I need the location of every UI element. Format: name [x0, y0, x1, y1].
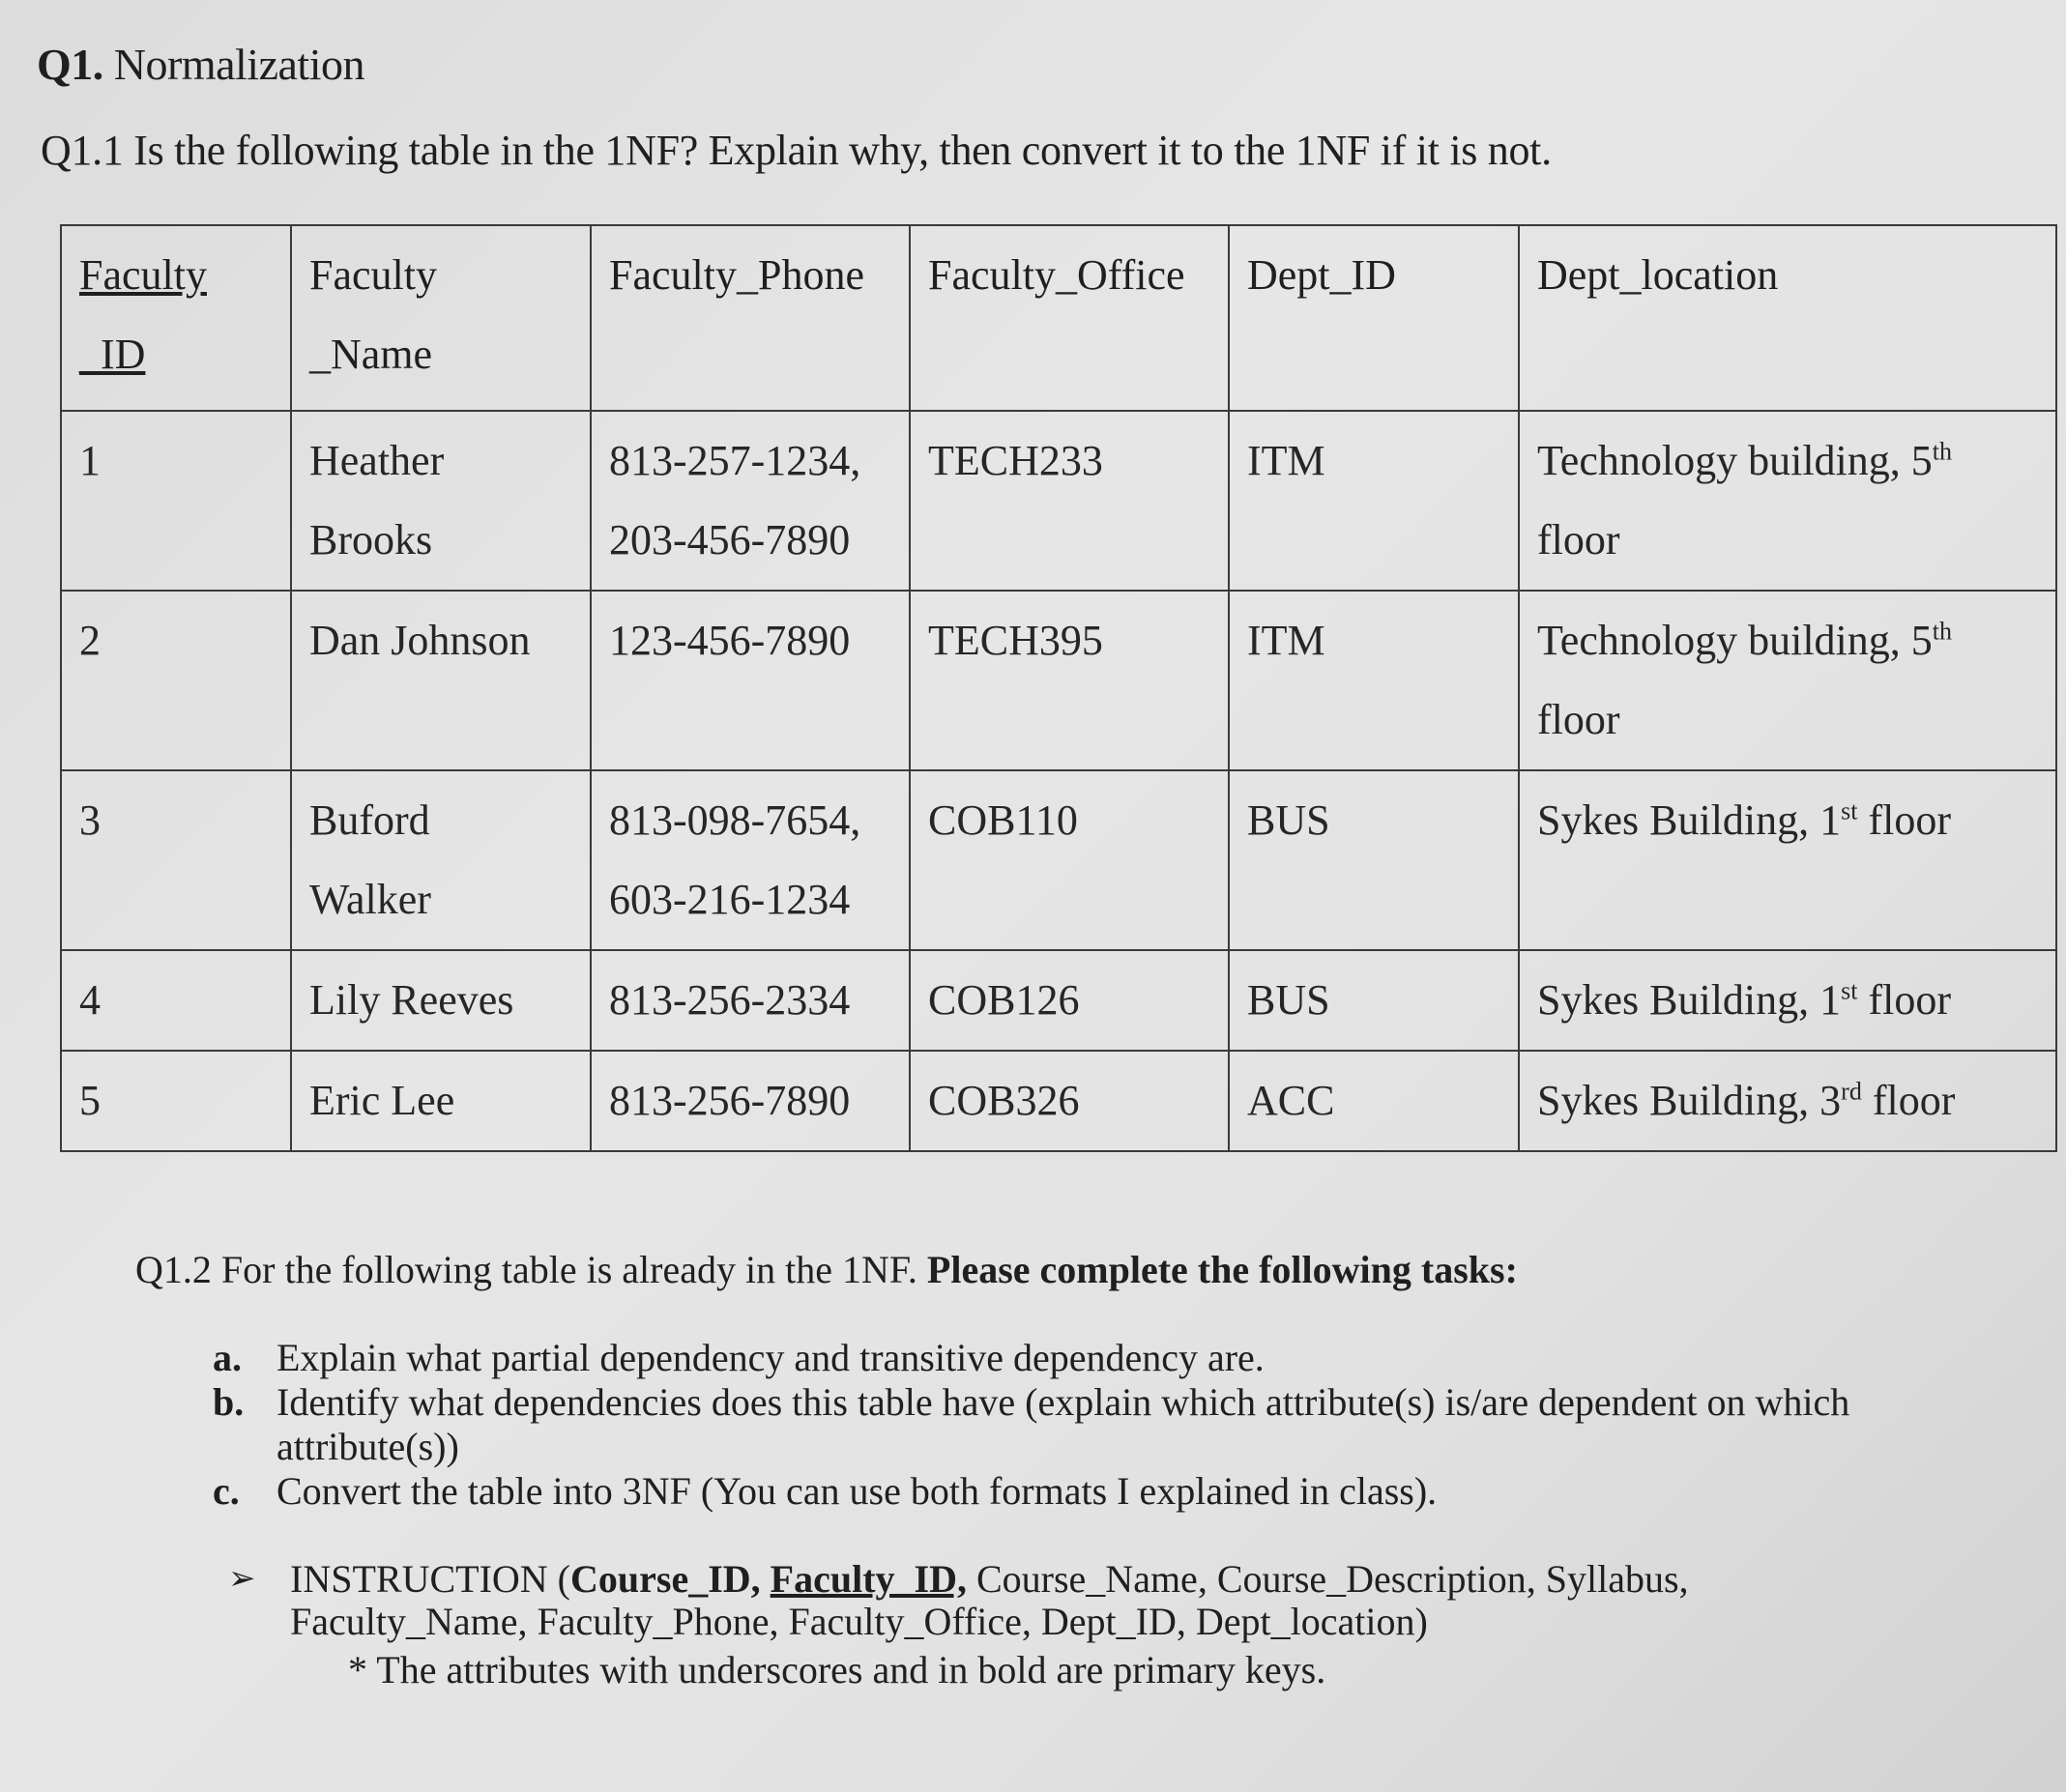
cell-text: 203-456-7890	[609, 516, 851, 564]
ordinal-suffix: rd	[1841, 1077, 1862, 1106]
cell-faculty-office	[910, 1051, 1229, 1151]
location-text: Technology building, 5	[1537, 437, 1933, 484]
cell-faculty-phone	[591, 591, 910, 770]
question-1-title	[37, 39, 364, 90]
cell-text: BUS	[1247, 976, 1330, 1024]
question-1-2-prompt-text: Q1.2 For the following table is already in the 1NF.	[135, 1248, 927, 1291]
cell-text: Brooks	[309, 516, 433, 564]
cell-faculty-office	[910, 950, 1229, 1051]
arrow-bullet-icon: ➢	[228, 1561, 256, 1597]
cell-faculty-name	[291, 591, 591, 770]
task-marker: b.	[213, 1380, 245, 1424]
faculty-table-body	[61, 411, 2056, 1151]
faculty-table	[60, 224, 2057, 1152]
task-text: Identify what dependencies does this table have (explain which attribute(s) is/are dependent on which attribute(s))	[276, 1380, 1850, 1468]
header-faculty-id	[61, 225, 291, 411]
cell-text: 1	[79, 437, 101, 484]
cell-dept-location	[1519, 411, 2056, 591]
cell-faculty-phone	[591, 411, 910, 591]
cell-text: ITM	[1247, 617, 1325, 664]
header-dept-location: Dept_location	[1519, 225, 2056, 411]
cell-dept-id	[1229, 591, 1519, 770]
cell-text: 813-256-2334	[609, 976, 851, 1024]
cell-dept-id	[1229, 950, 1519, 1051]
primary-key-course-id: Course_ID,	[569, 1557, 771, 1601]
task-item	[193, 1469, 1934, 1514]
task-item	[193, 1380, 1934, 1469]
header-faculty-name	[291, 225, 591, 411]
task-text: Explain what partial dependency and transitive dependency are.	[276, 1336, 1265, 1379]
cell-text: 813-256-7890	[609, 1077, 851, 1124]
cell-faculty-id	[61, 1051, 291, 1151]
cell-text: Dan Johnson	[309, 617, 531, 664]
cell-dept-location	[1519, 950, 2056, 1051]
cell-faculty-id	[61, 950, 291, 1051]
question-1-2-prompt-bold: Please complete the following tasks:	[926, 1248, 1518, 1291]
header-dept-id: Dept_ID	[1229, 225, 1519, 411]
location-text: Sykes Building, 1	[1537, 796, 1842, 844]
task-marker: c.	[213, 1469, 240, 1513]
cell-text: Eric Lee	[309, 1077, 455, 1124]
location-tail: floor	[1537, 696, 1620, 743]
cell-text: 123-456-7890	[609, 617, 851, 664]
table-row	[61, 770, 2056, 950]
cell-text	[1537, 601, 2038, 680]
task-text: Convert the table into 3NF (You can use both formats I explained in class).	[276, 1469, 1438, 1513]
cell-faculty-phone	[591, 1051, 910, 1151]
cell-dept-id	[1229, 770, 1519, 950]
cell-text	[1537, 1077, 1862, 1124]
cell-text	[1537, 976, 1858, 1024]
cell-text: BUS	[1247, 796, 1330, 844]
cell-faculty-name	[291, 411, 591, 591]
cell-faculty-phone	[591, 770, 910, 950]
cell-text	[1537, 421, 2038, 501]
cell-faculty-name	[291, 950, 591, 1051]
task-item	[193, 1336, 1934, 1380]
cell-text: TECH395	[928, 617, 1103, 664]
location-tail: floor	[1857, 796, 1952, 844]
ordinal-suffix: th	[1932, 617, 1952, 646]
cell-text: 4	[79, 976, 101, 1024]
cell-text: 813-098-7654,	[609, 796, 861, 844]
location-tail: floor	[1857, 976, 1952, 1024]
cell-text: COB126	[928, 976, 1080, 1024]
question-1-1-prompt: Q1.1 Is the following table in the 1NF? Explain why, then convert it to the 1NF if it is not.	[41, 127, 1552, 174]
instruction-schema	[228, 1557, 1934, 1643]
cell-text: Walker	[309, 876, 431, 923]
cell-faculty-name	[291, 1051, 591, 1151]
table-row	[61, 950, 2056, 1051]
cell-dept-id	[1229, 1051, 1519, 1151]
cell-faculty-office	[910, 411, 1229, 591]
cell-text: 5	[79, 1077, 101, 1124]
ordinal-suffix: th	[1932, 437, 1952, 466]
table-row	[61, 591, 2056, 770]
cell-text: COB326	[928, 1077, 1080, 1124]
cell-text: Buford	[309, 796, 430, 844]
table-row	[61, 1051, 2056, 1151]
table-row	[61, 411, 2056, 591]
cell-text: 813-257-1234,	[609, 437, 861, 484]
question-1-2-prompt	[135, 1247, 1518, 1292]
ordinal-suffix: st	[1841, 796, 1858, 825]
cell-faculty-office	[910, 591, 1229, 770]
instruction-prefix: INSTRUCTION (	[290, 1557, 570, 1601]
cell-text: 3	[79, 796, 101, 844]
cell-text: Heather	[309, 437, 445, 484]
primary-key-note: * The attributes with underscores and in bold are primary keys.	[348, 1648, 1326, 1691]
ordinal-suffix: st	[1841, 976, 1858, 1005]
cell-dept-location	[1519, 1051, 2056, 1151]
cell-faculty-id	[61, 411, 291, 591]
instruction-attributes: Course_Name, Course_Description, Syllabus, Faculty_Name, Faculty_Phone, Faculty_Office, Dept_ID, Dept_location)	[290, 1557, 1689, 1643]
cell-dept-location	[1519, 770, 2056, 950]
cell-dept-location	[1519, 591, 2056, 770]
cell-faculty-id	[61, 591, 291, 770]
question-1-heading: Normalization	[113, 40, 364, 89]
cell-text: TECH233	[928, 437, 1103, 484]
question-1-number: Q1.	[37, 40, 103, 89]
cell-faculty-name	[291, 770, 591, 950]
cell-faculty-phone	[591, 950, 910, 1051]
location-tail: floor	[1861, 1077, 1956, 1124]
table-header-row	[61, 225, 2056, 411]
cell-text: 2	[79, 617, 101, 664]
header-faculty-name-line-2: _Name	[309, 331, 433, 378]
cell-dept-id	[1229, 411, 1519, 591]
header-faculty-office: Faculty_Office	[910, 225, 1229, 411]
cell-text: ACC	[1247, 1077, 1335, 1124]
cell-text: Lily Reeves	[309, 976, 514, 1024]
location-text: Sykes Building, 1	[1537, 976, 1842, 1024]
location-text: Sykes Building, 3	[1537, 1077, 1842, 1124]
cell-text	[1537, 796, 1858, 844]
location-text: Technology building, 5	[1537, 617, 1933, 664]
header-faculty-phone: Faculty_Phone	[591, 225, 910, 411]
header-faculty-name-line-1: Faculty	[309, 251, 437, 299]
cell-text: COB110	[928, 796, 1078, 844]
cell-faculty-office	[910, 770, 1229, 950]
header-faculty-id-line-2: _ID	[79, 331, 146, 378]
task-list	[193, 1336, 1934, 1514]
location-tail: floor	[1537, 516, 1620, 564]
cell-text: ITM	[1247, 437, 1325, 484]
cell-faculty-id	[61, 770, 291, 950]
task-marker: a.	[213, 1336, 242, 1379]
cell-text: 603-216-1234	[609, 876, 851, 923]
header-faculty-id-line-1: Faculty	[79, 251, 207, 299]
primary-key-faculty-id: Faculty_ID,	[770, 1557, 967, 1601]
